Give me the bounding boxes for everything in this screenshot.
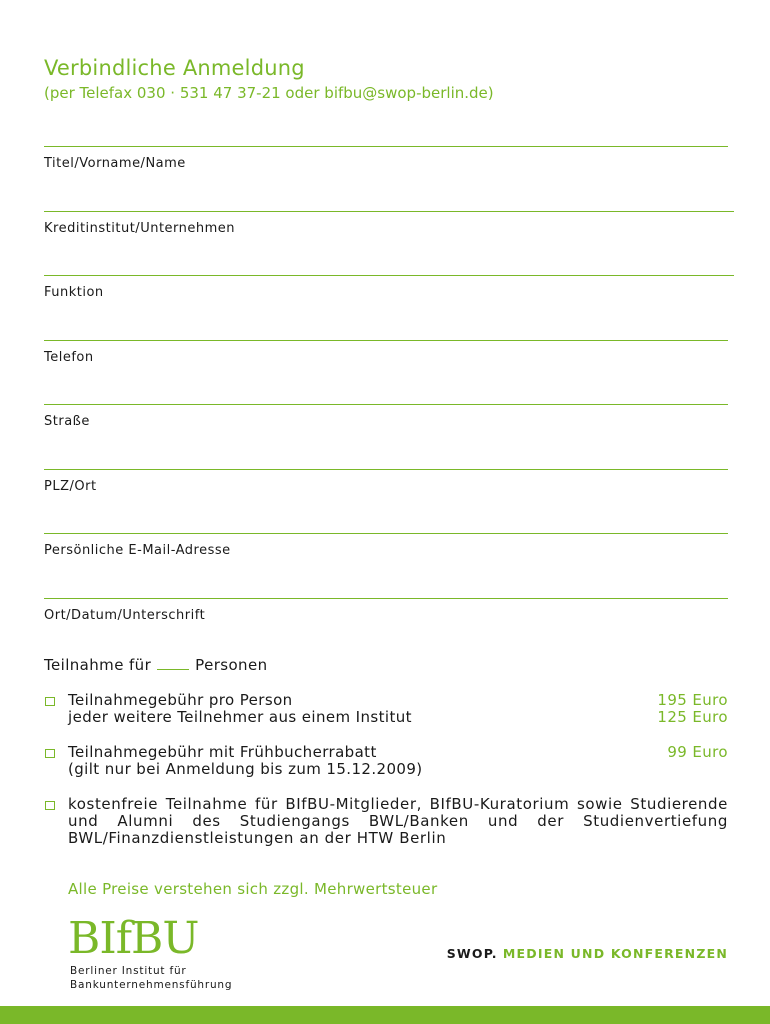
field-line-institute[interactable] xyxy=(44,211,734,212)
form-subtitle: (per Telefax 030 · 531 47 37-21 oder bifbu@swop-berlin.de) xyxy=(44,84,494,102)
checkbox-free[interactable] xyxy=(45,801,55,810)
checkbox-standard[interactable] xyxy=(45,697,55,706)
bifbu-logo-subtitle xyxy=(70,964,232,992)
early-fee-price: 99 Euro xyxy=(667,743,728,761)
swop-logo xyxy=(447,946,728,961)
participant-prefix: Teilnahme für xyxy=(44,656,152,674)
participant-count-blank[interactable] xyxy=(157,657,189,670)
early-fee-label: Teilnahmegebühr mit Frühbucherrabatt xyxy=(68,743,377,761)
early-fee-condition: (gilt nur bei Anmeldung bis zum 15.12.2009) xyxy=(68,760,423,778)
standard-fee-price: 195 Euro xyxy=(657,691,728,709)
checkbox-early-bird[interactable] xyxy=(45,749,55,758)
field-label-institute: Kreditinstitut/Unternehmen xyxy=(44,221,236,236)
swop-brand: SWOP. xyxy=(446,946,498,961)
bifbu-subtitle-line2: Bankunternehmensführung xyxy=(70,979,233,991)
footer-bar xyxy=(0,1006,770,1024)
field-label-city: PLZ/Ort xyxy=(44,479,97,494)
option-early-bird xyxy=(44,744,728,780)
bifbu-subtitle-line1: Berliner Institut für xyxy=(70,965,187,977)
field-line-city[interactable] xyxy=(44,469,728,470)
swop-tagline: MEDIEN UND KONFERENZEN xyxy=(502,946,728,961)
field-line-phone[interactable] xyxy=(44,340,728,341)
participant-suffix: Personen xyxy=(195,656,268,674)
field-label-email: Persönliche E-Mail-Adresse xyxy=(44,543,231,558)
standard-fee-label: Teilnahmegebühr pro Person xyxy=(68,691,293,709)
additional-fee-label: jeder weitere Teilnehmer aus einem Institut xyxy=(68,708,412,726)
bifbu-logo: BIfBU xyxy=(68,913,199,964)
field-label-function: Funktion xyxy=(44,285,104,300)
option-free xyxy=(44,796,728,866)
option-standard xyxy=(44,692,728,728)
form-title: Verbindliche Anmeldung xyxy=(44,56,305,80)
participant-count-row xyxy=(44,656,268,674)
field-label-street: Straße xyxy=(44,414,90,429)
field-label-name: Titel/Vorname/Name xyxy=(44,156,186,171)
field-line-email[interactable] xyxy=(44,533,728,534)
field-line-street[interactable] xyxy=(44,404,728,405)
free-participation-text: kostenfreie Teilnahme für BIfBU-Mitglieder, BIfBU-Kuratorium sowie Studierende und Alumni des Studiengangs BWL/Banken und der Studienvertiefung BWL/Finanzdienstleistungen an der HTW Berlin xyxy=(68,795,728,847)
field-line-signature[interactable] xyxy=(44,598,728,599)
vat-note: Alle Preise verstehen sich zzgl. Mehrwertsteuer xyxy=(68,880,438,898)
additional-fee-price: 125 Euro xyxy=(657,708,728,726)
field-label-phone: Telefon xyxy=(44,350,94,365)
field-label-signature: Ort/Datum/Unterschrift xyxy=(44,608,206,623)
field-line-function[interactable] xyxy=(44,275,734,276)
field-line-name[interactable] xyxy=(44,146,728,147)
